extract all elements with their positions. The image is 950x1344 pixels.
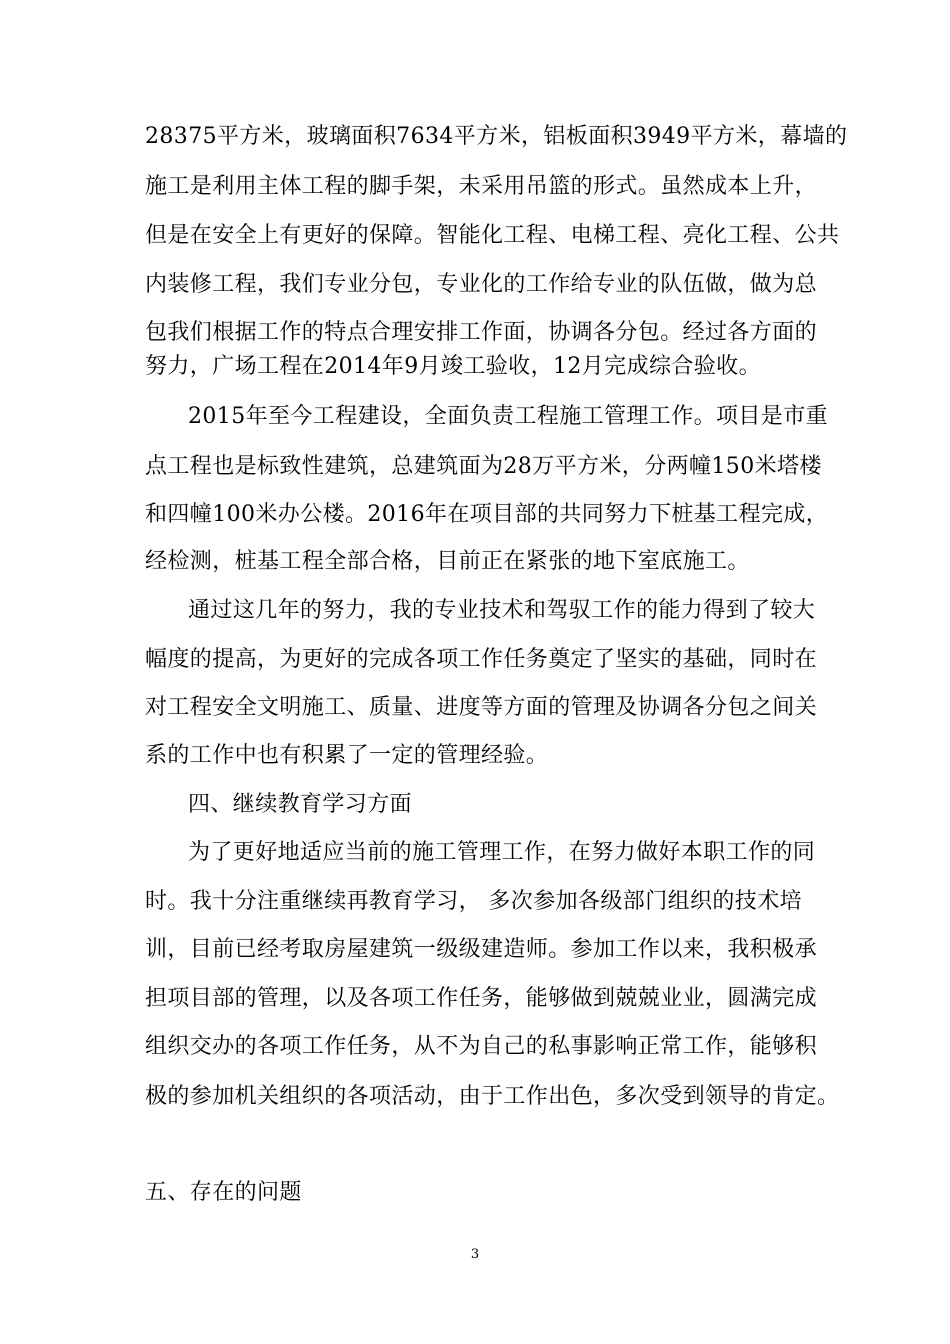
paragraph-first-line: 通过这几年的努力，我的专业技术和驾驭工作的能力得到了较大 [188, 598, 816, 623]
text-line: 点工程也是标致性建筑，总建筑面为28万平方米，分两幢150米塔楼 [145, 454, 822, 479]
paragraph-first-line: 2015年至今工程建设，全面负责工程施工管理工作。项目是市重 [188, 404, 828, 429]
text-line: 对工程安全文明施工、质量、进度等方面的管理及协调各分包之间关 [145, 695, 818, 720]
text-line: 训，目前已经考取房屋建筑一级级建造师。参加工作以来，我积极承 [145, 937, 818, 962]
text-line: 极的参加机关组织的各项活动，由于工作出色，多次受到领导的肯定。 [145, 1084, 840, 1109]
text-line: 系的工作中也有积累了一定的管理经验。 [145, 743, 549, 768]
text-line: 经检测，桩基工程全部合格，目前正在紧张的地下室底施工。 [145, 549, 750, 574]
page-number: 3 [470, 1247, 480, 1262]
text-line: 但是在安全上有更好的保障。智能化工程、电梯工程、亮化工程、公共 [145, 223, 840, 248]
text-line: 施工是利用主体工程的脚手架，未采用吊篮的形式。虽然成本上升， [145, 174, 818, 199]
section-heading: 五、存在的问题 [145, 1180, 302, 1205]
paragraph-first-line: 为了更好地适应当前的施工管理工作，在努力做好本职工作的同 [188, 840, 816, 865]
text-line: 担项目部的管理，以及各项工作任务，能够做到兢兢业业，圆满完成 [145, 986, 818, 1011]
text-line: 和四幢100米办公楼。2016年在项目部的共同努力下桩基工程完成， [145, 502, 829, 527]
text-line: 包我们根据工作的特点合理安排工作面，协调各分包。经过各方面的 [145, 320, 818, 345]
text-line: 28375平方米，玻璃面积7634平方米，铝板面积3949平方米，幕墙的 [145, 124, 848, 149]
text-line: 幅度的提高，为更好的完成各项工作任务奠定了坚实的基础，同时在 [145, 647, 818, 672]
text-line: 内装修工程，我们专业分包，专业化的工作给专业的队伍做，做为总 [145, 272, 818, 297]
text-line: 努力，广场工程在2014年9月竣工验收，12月完成综合验收。 [145, 354, 761, 379]
section-heading: 四、继续教育学习方面 [188, 792, 413, 817]
text-line: 组织交办的各项工作任务，从不为自己的私事影响正常工作，能够积 [145, 1034, 818, 1059]
text-line: 时。我十分注重继续再教育学习， 多次参加各级部门组织的技术培 [145, 889, 802, 914]
